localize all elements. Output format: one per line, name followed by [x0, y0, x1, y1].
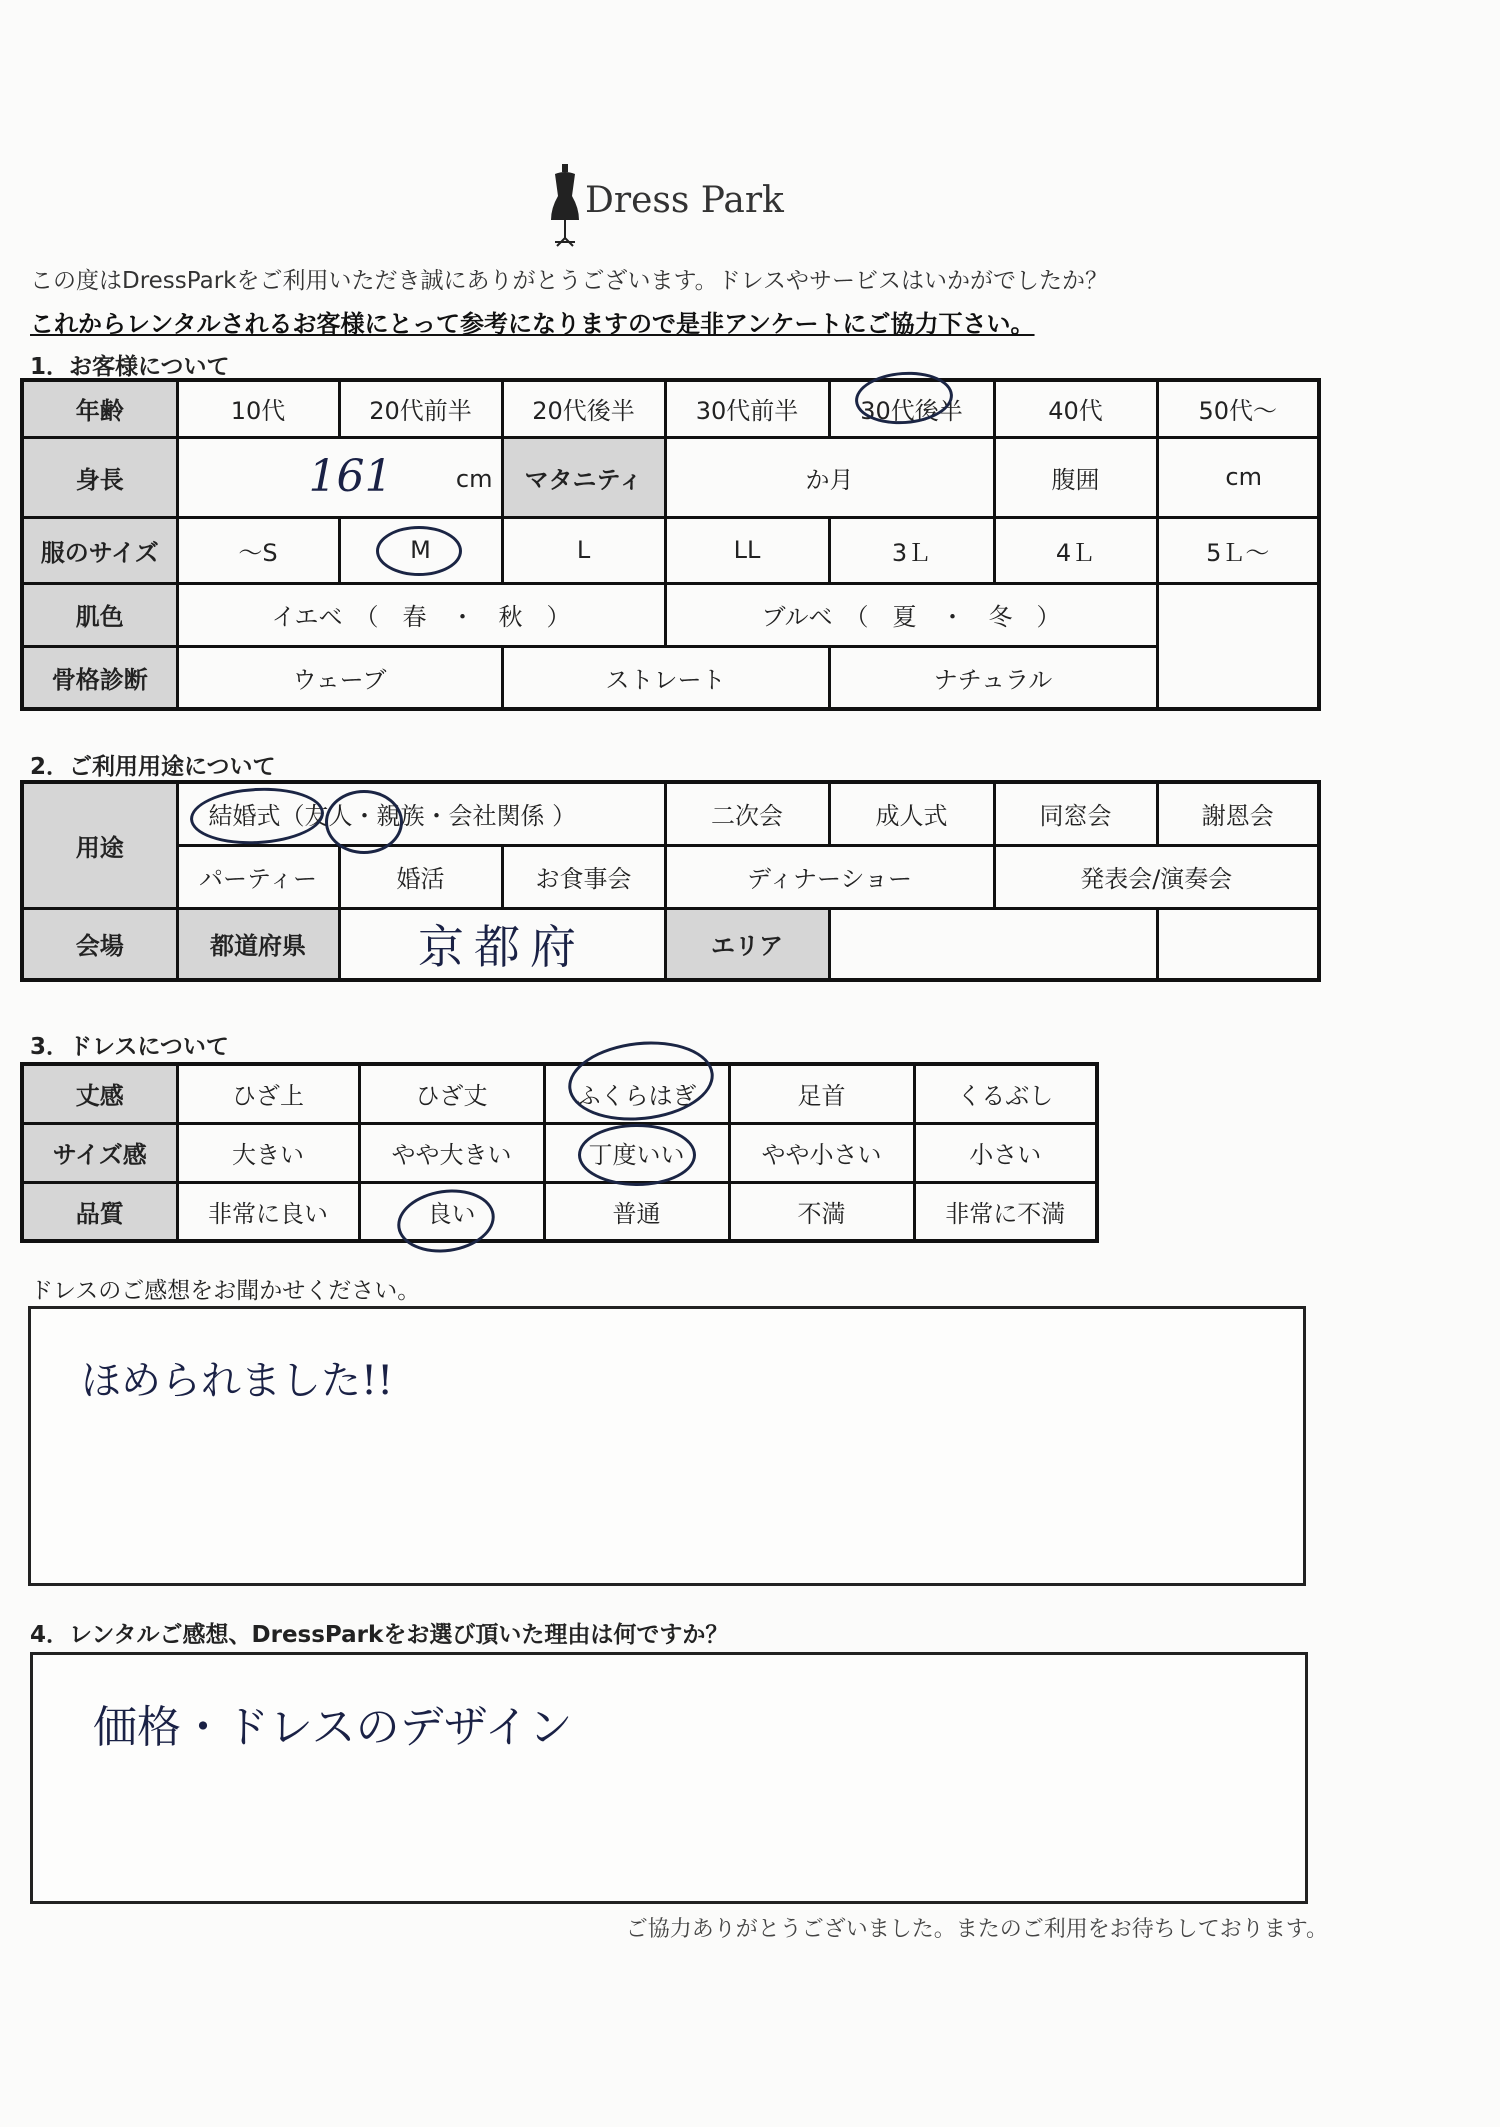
footer-thanks: ご協力ありがとうございました。またのご利用をお待ちしております。 — [625, 1917, 1328, 1942]
impressions-answer-box[interactable] — [28, 1306, 1306, 1586]
maternity-months-field[interactable] — [665, 437, 994, 517]
purpose-option[interactable]: ディナーショー — [665, 845, 994, 908]
section2-title: 2．ご利用用途について — [30, 754, 276, 780]
size-option[interactable]: LL — [665, 517, 829, 583]
fit-label: サイズ感 — [22, 1123, 177, 1182]
size-option[interactable]: 5Ｌ～ — [1157, 517, 1319, 583]
length-option[interactable]: ひざ上 — [177, 1064, 359, 1123]
intro-text: この度はDressParkをご利用いただき誠にありがとうございます。ドレスやサービスはいかがでしたか？ — [30, 268, 1108, 294]
quality-option[interactable]: 不満 — [729, 1182, 914, 1241]
frame-option[interactable]: ウェーブ — [177, 646, 502, 709]
skin-label: 肌色 — [22, 583, 177, 646]
fit-option[interactable]: 大きい — [177, 1123, 359, 1182]
yellow-base-option[interactable]: イエベ （ 春 ・ 秋 ） — [177, 583, 665, 646]
length-option[interactable]: くるぶし — [914, 1064, 1097, 1123]
age-row — [22, 380, 1319, 437]
size-option[interactable]: 3Ｌ — [829, 517, 994, 583]
section4-title: 4．レンタルご感想、DressParkをお選び頂いた理由は何ですか？ — [30, 1622, 729, 1648]
frame-option[interactable]: ストレート — [502, 646, 829, 709]
length-row — [22, 1064, 1097, 1123]
impressions-answer: ほめられました!! — [81, 1358, 394, 1404]
height-row — [22, 437, 1319, 517]
customer-table — [20, 378, 1321, 711]
quality-label: 品質 — [22, 1182, 177, 1241]
height-label: 身長 — [22, 437, 177, 517]
prefecture-label: 都道府県 — [177, 908, 339, 980]
purpose-table — [20, 780, 1321, 982]
quality-option[interactable]: 非常に不満 — [914, 1182, 1097, 1241]
size-option-selected[interactable]: M — [339, 517, 502, 583]
age-option[interactable]: 20代後半 — [502, 380, 665, 437]
age-option-selected[interactable]: 30代後半 — [829, 380, 994, 437]
length-option[interactable]: ひざ丈 — [359, 1064, 544, 1123]
frame-label: 骨格診断 — [22, 646, 177, 709]
section3-title: 3．ドレスについて — [30, 1034, 229, 1060]
height-value: 161 — [308, 450, 393, 502]
age-option[interactable]: 20代前半 — [339, 380, 502, 437]
brand-name: Dress Park — [585, 180, 784, 221]
fit-row — [22, 1123, 1097, 1182]
reason-answer: 価格・ドレスのデザイン — [93, 1702, 573, 1753]
age-option[interactable]: 50代～ — [1157, 380, 1319, 437]
frame-option[interactable]: ナチュラル — [829, 646, 1157, 709]
quality-option[interactable]: 非常に良い — [177, 1182, 359, 1241]
frame-row — [22, 646, 1319, 709]
wedding-option[interactable]: 結婚式（友人・親族・会社関係 ） — [177, 782, 665, 845]
length-label: 丈感 — [22, 1064, 177, 1123]
purpose-row-2 — [22, 845, 1319, 908]
age-label: 年齢 — [22, 380, 177, 437]
quality-row — [22, 1182, 1097, 1241]
fit-option[interactable]: やや大きい — [359, 1123, 544, 1182]
venue-label: 会場 — [22, 908, 177, 980]
size-option[interactable]: 4Ｌ — [994, 517, 1157, 583]
size-option[interactable]: ～S — [177, 517, 339, 583]
reason-answer-box[interactable] — [30, 1652, 1308, 1904]
size-label: 服のサイズ — [22, 517, 177, 583]
length-option[interactable]: 足首 — [729, 1064, 914, 1123]
brand-logo — [545, 160, 784, 250]
height-field[interactable] — [177, 437, 502, 517]
purpose-option[interactable]: 成人式 — [829, 782, 994, 845]
skin-row — [22, 583, 1319, 646]
intro-request: これからレンタルされるお客様にとって参考になりますので是非アンケートにご協力下さい。 — [30, 310, 1035, 338]
age-option[interactable]: 40代 — [994, 380, 1157, 437]
age-option[interactable]: 30代前半 — [665, 380, 829, 437]
purpose-label: 用途 — [22, 782, 177, 908]
section1-title: 1．お客様について — [30, 354, 230, 380]
purpose-option[interactable]: 謝恩会 — [1157, 782, 1319, 845]
size-row — [22, 517, 1319, 583]
dress-form-icon — [545, 160, 585, 250]
purpose-option[interactable]: 婚活 — [339, 845, 502, 908]
venue-row — [22, 908, 1319, 980]
prefecture-value: 京都府 — [418, 919, 586, 974]
purpose-option[interactable]: パーティー — [177, 845, 339, 908]
blue-base-option[interactable]: ブルベ （ 夏 ・ 冬 ） — [665, 583, 1157, 646]
waist-unit[interactable]: cm — [1157, 437, 1319, 517]
dress-table — [20, 1062, 1099, 1243]
fit-option-selected[interactable]: 丁度いい — [544, 1123, 729, 1182]
impressions-prompt: ドレスのご感想をお聞かせください。 — [30, 1278, 421, 1304]
area-field[interactable] — [829, 908, 1157, 980]
purpose-option[interactable]: 二次会 — [665, 782, 829, 845]
maternity-label: マタニティ — [502, 437, 665, 517]
purpose-option[interactable]: 同窓会 — [994, 782, 1157, 845]
area-label: エリア — [665, 908, 829, 980]
prefecture-field[interactable] — [339, 908, 665, 980]
age-option[interactable]: 10代 — [177, 380, 339, 437]
fit-option[interactable]: 小さい — [914, 1123, 1097, 1182]
waist-label: 腹囲 — [994, 437, 1157, 517]
quality-option[interactable]: 普通 — [544, 1182, 729, 1241]
quality-option-selected[interactable]: 良い — [359, 1182, 544, 1241]
length-option-selected[interactable]: ふくらはぎ — [544, 1064, 729, 1123]
purpose-option[interactable]: お食事会 — [502, 845, 665, 908]
height-unit: cm — [455, 464, 493, 493]
fit-option[interactable]: やや小さい — [729, 1123, 914, 1182]
months-unit: か月 — [805, 465, 854, 494]
purpose-option[interactable]: 発表会/演奏会 — [994, 845, 1319, 908]
size-option[interactable]: L — [502, 517, 665, 583]
purpose-row-1 — [22, 782, 1319, 845]
